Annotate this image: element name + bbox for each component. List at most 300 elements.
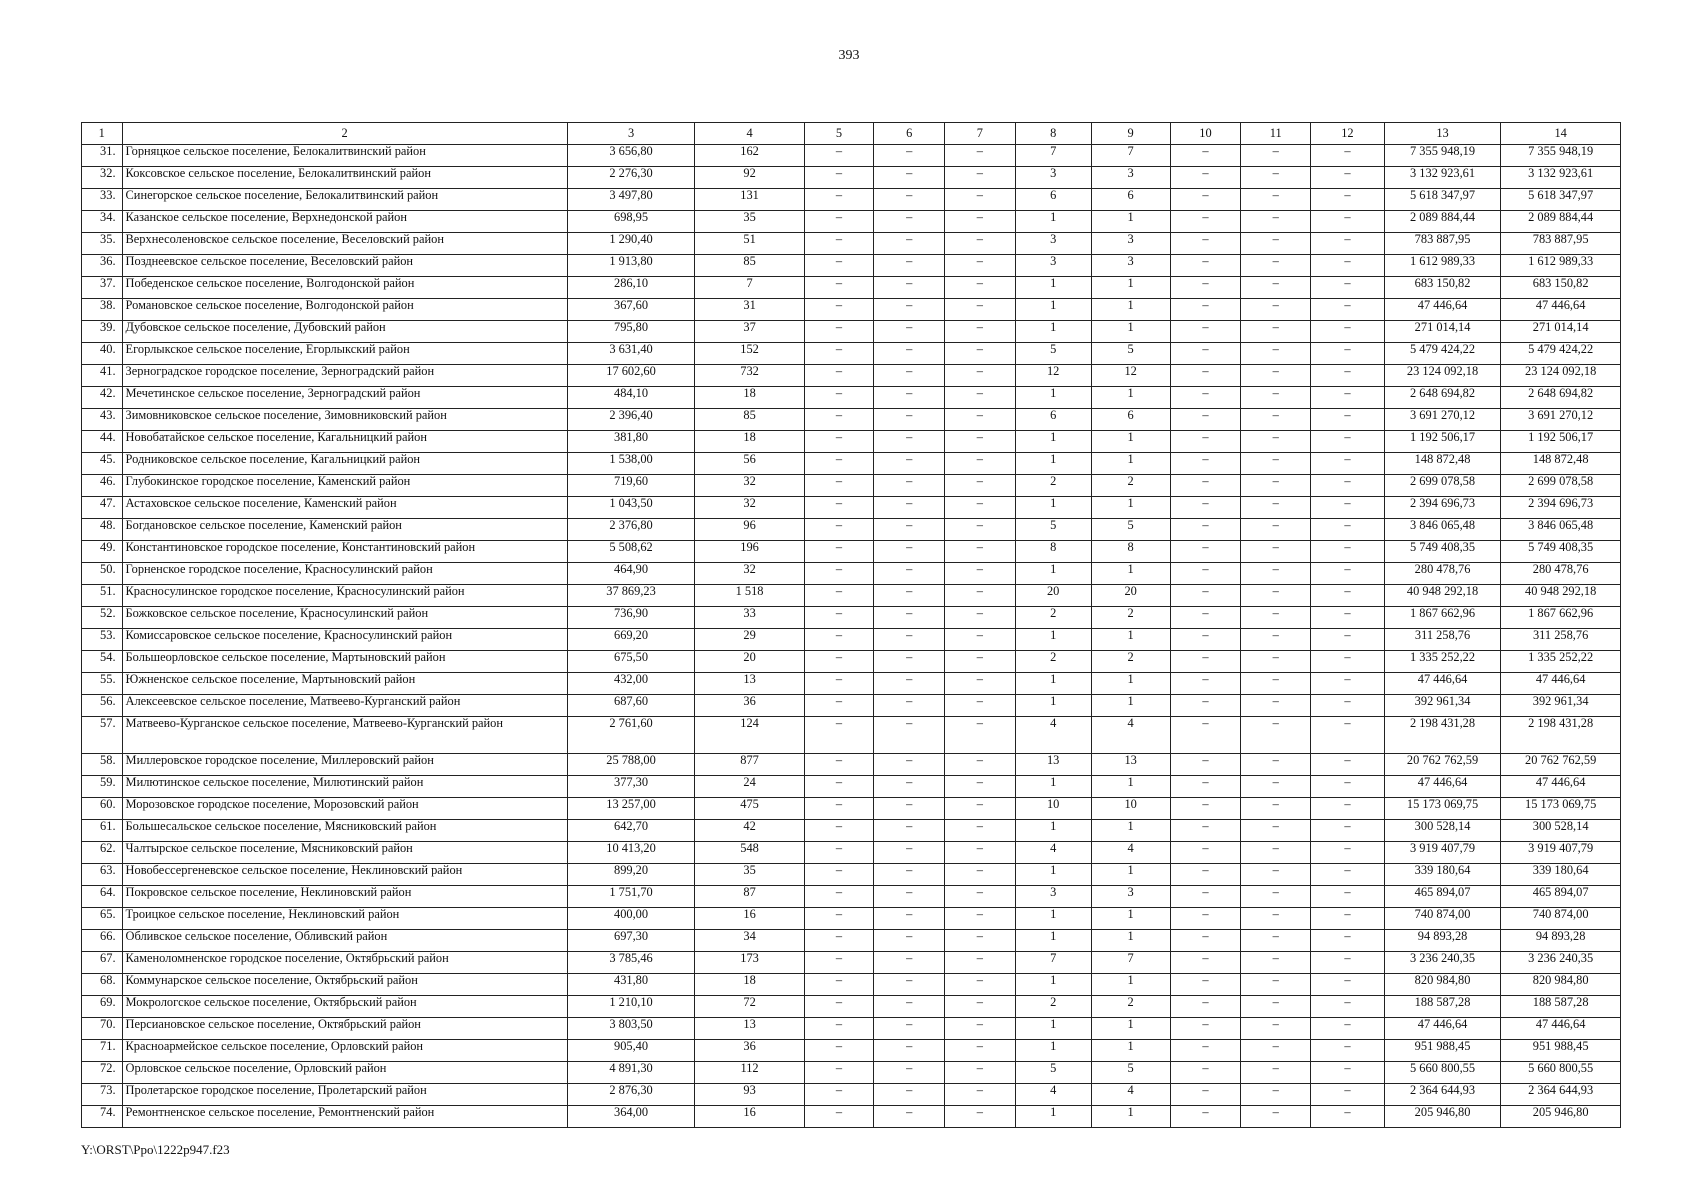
value-cell: 3 846 065,48 (1384, 519, 1500, 541)
value-cell: 35 (695, 864, 804, 886)
value-cell: 6 (1091, 189, 1170, 211)
value-cell: 94 893,28 (1501, 930, 1621, 952)
value-cell: – (1311, 343, 1385, 365)
value-cell: 2 (1015, 475, 1091, 497)
settlement-name-cell: Коммунарское сельское поселение, Октябрьский район (122, 974, 567, 996)
value-cell: – (874, 1106, 945, 1128)
column-header: 9 (1091, 123, 1170, 145)
value-cell: – (945, 563, 1016, 585)
table-row (82, 233, 1621, 255)
value-cell: – (1241, 211, 1311, 233)
value-cell: – (1170, 886, 1241, 908)
value-cell: 2 396,40 (567, 409, 695, 431)
value-cell: 432,00 (567, 673, 695, 695)
value-cell: – (804, 145, 874, 167)
value-cell: 4 891,30 (567, 1062, 695, 1084)
value-cell: 2 376,80 (567, 519, 695, 541)
value-cell: – (1170, 585, 1241, 607)
value-cell: – (1311, 167, 1385, 189)
value-cell: – (804, 798, 874, 820)
value-cell: 18 (695, 974, 804, 996)
value-cell: – (1241, 1062, 1311, 1084)
value-cell: 5 (1091, 519, 1170, 541)
value-cell: 339 180,64 (1384, 864, 1500, 886)
value-cell: – (1311, 475, 1385, 497)
value-cell: 377,30 (567, 776, 695, 798)
settlement-name-cell: Верхнесоленовское сельское поселение, Веселовский район (122, 233, 567, 255)
value-cell: 3 (1091, 886, 1170, 908)
value-cell: 3 (1015, 886, 1091, 908)
value-cell: – (1311, 409, 1385, 431)
column-header: 1 (82, 123, 123, 145)
value-cell: 5 618 347,97 (1384, 189, 1500, 211)
value-cell: – (1170, 908, 1241, 930)
table-row (82, 167, 1621, 189)
value-cell: – (1311, 842, 1385, 864)
row-number-cell: 36. (82, 255, 123, 277)
value-cell: – (1170, 211, 1241, 233)
value-cell: – (874, 607, 945, 629)
value-cell: – (1241, 233, 1311, 255)
value-cell: 36 (695, 695, 804, 717)
value-cell: 6 (1015, 189, 1091, 211)
value-cell: 6 (1091, 409, 1170, 431)
value-cell: 1 (1091, 431, 1170, 453)
value-cell: – (804, 563, 874, 585)
value-cell: – (874, 776, 945, 798)
value-cell: – (1241, 1084, 1311, 1106)
settlement-name-cell: Пролетарское городское поселение, Пролетарский район (122, 1084, 567, 1106)
value-cell: – (804, 277, 874, 299)
value-cell: 188 587,28 (1384, 996, 1500, 1018)
value-cell: 400,00 (567, 908, 695, 930)
row-number-cell: 72. (82, 1062, 123, 1084)
value-cell: – (1241, 717, 1311, 754)
value-cell: 280 478,76 (1384, 563, 1500, 585)
value-cell: – (945, 695, 1016, 717)
value-cell: – (874, 930, 945, 952)
table-row (82, 651, 1621, 673)
value-cell: 669,20 (567, 629, 695, 651)
value-cell: – (804, 167, 874, 189)
value-cell: 2 089 884,44 (1384, 211, 1500, 233)
value-cell: 205 946,80 (1384, 1106, 1500, 1128)
value-cell: 3 (1091, 255, 1170, 277)
value-cell: 5 749 408,35 (1384, 541, 1500, 563)
value-cell: – (945, 629, 1016, 651)
value-cell: – (804, 387, 874, 409)
value-cell: – (1170, 952, 1241, 974)
value-cell: – (1241, 409, 1311, 431)
settlement-name-cell: Алексеевское сельское поселение, Матвеево-Курганский район (122, 695, 567, 717)
row-number-cell: 56. (82, 695, 123, 717)
row-number-cell: 42. (82, 387, 123, 409)
value-cell: 37 869,23 (567, 585, 695, 607)
footer-file-path: Y:\ORST\Ppo\1222p947.f23 (81, 1142, 230, 1157)
value-cell: – (1170, 519, 1241, 541)
value-cell: – (874, 1062, 945, 1084)
value-cell: 381,80 (567, 431, 695, 453)
table-row (82, 908, 1621, 930)
column-header: 4 (695, 123, 804, 145)
value-cell: – (804, 754, 874, 776)
value-cell: 47 446,64 (1501, 776, 1621, 798)
value-cell: 3 691 270,12 (1501, 409, 1621, 431)
table-row (82, 453, 1621, 475)
table-row (82, 277, 1621, 299)
value-cell: 1 (1091, 864, 1170, 886)
row-number-cell: 32. (82, 167, 123, 189)
value-cell: – (874, 717, 945, 754)
value-cell: – (874, 497, 945, 519)
value-cell: 3 919 407,79 (1384, 842, 1500, 864)
value-cell: – (1170, 255, 1241, 277)
value-cell: – (945, 754, 1016, 776)
value-cell: – (874, 629, 945, 651)
value-cell: 2 699 078,58 (1501, 475, 1621, 497)
value-cell: – (874, 541, 945, 563)
value-cell: – (1241, 475, 1311, 497)
value-cell: – (945, 299, 1016, 321)
value-cell: – (874, 842, 945, 864)
value-cell: – (1241, 145, 1311, 167)
value-cell: – (1311, 145, 1385, 167)
value-cell: – (1241, 299, 1311, 321)
value-cell: – (1241, 842, 1311, 864)
value-cell: – (1311, 585, 1385, 607)
value-cell: – (1311, 1084, 1385, 1106)
value-cell: 1 538,00 (567, 453, 695, 475)
value-cell: – (945, 974, 1016, 996)
value-cell: – (1241, 930, 1311, 952)
row-number-cell: 49. (82, 541, 123, 563)
row-number-cell: 64. (82, 886, 123, 908)
value-cell: 13 257,00 (567, 798, 695, 820)
value-cell: – (874, 1018, 945, 1040)
row-number-cell: 63. (82, 864, 123, 886)
value-cell: 23 124 092,18 (1384, 365, 1500, 387)
value-cell: – (945, 321, 1016, 343)
row-number-cell: 74. (82, 1106, 123, 1128)
value-cell: 37 (695, 321, 804, 343)
value-cell: – (1170, 1018, 1241, 1040)
value-cell: 148 872,48 (1384, 453, 1500, 475)
column-header: 13 (1384, 123, 1500, 145)
value-cell: 1 518 (695, 585, 804, 607)
value-cell: 47 446,64 (1384, 673, 1500, 695)
value-cell: 7 (1015, 952, 1091, 974)
row-number-cell: 52. (82, 607, 123, 629)
value-cell: – (804, 864, 874, 886)
value-cell: – (1311, 277, 1385, 299)
value-cell: 286,10 (567, 277, 695, 299)
value-cell: – (804, 1018, 874, 1040)
value-cell: – (874, 563, 945, 585)
value-cell: 1 192 506,17 (1384, 431, 1500, 453)
value-cell: 5 479 424,22 (1384, 343, 1500, 365)
value-cell: 47 446,64 (1384, 776, 1500, 798)
row-number-cell: 61. (82, 820, 123, 842)
value-cell: 1 (1091, 387, 1170, 409)
value-cell: – (1170, 453, 1241, 475)
value-cell: 1 (1015, 563, 1091, 585)
value-cell: – (1241, 820, 1311, 842)
value-cell: – (804, 629, 874, 651)
value-cell: – (1311, 974, 1385, 996)
row-number-cell: 46. (82, 475, 123, 497)
value-cell: – (804, 695, 874, 717)
value-cell: 3 497,80 (567, 189, 695, 211)
value-cell: 2 648 694,82 (1384, 387, 1500, 409)
value-cell: 20 (1015, 585, 1091, 607)
value-cell: 18 (695, 431, 804, 453)
value-cell: 1 612 989,33 (1384, 255, 1500, 277)
value-cell: – (804, 930, 874, 952)
value-cell: 47 446,64 (1384, 299, 1500, 321)
settlement-name-cell: Горненское городское поселение, Красносулинский район (122, 563, 567, 585)
settlement-name-cell: Дубовское сельское поселение, Дубовский район (122, 321, 567, 343)
value-cell: 367,60 (567, 299, 695, 321)
value-cell: – (1170, 651, 1241, 673)
row-number-cell: 53. (82, 629, 123, 651)
column-header: 2 (122, 123, 567, 145)
value-cell: – (804, 343, 874, 365)
value-cell: – (1241, 607, 1311, 629)
value-cell: – (1241, 651, 1311, 673)
settlement-name-cell: Зерноградское городское поселение, Зерноградский район (122, 365, 567, 387)
value-cell: 2 364 644,93 (1501, 1084, 1621, 1106)
value-cell: – (1241, 497, 1311, 519)
value-cell: – (1311, 299, 1385, 321)
value-cell: 698,95 (567, 211, 695, 233)
value-cell: 152 (695, 343, 804, 365)
table-row (82, 1084, 1621, 1106)
value-cell: – (945, 1018, 1016, 1040)
table-row (82, 886, 1621, 908)
value-cell: 1 043,50 (567, 497, 695, 519)
value-cell: 94 893,28 (1384, 930, 1500, 952)
value-cell: – (804, 820, 874, 842)
value-cell: – (945, 1062, 1016, 1084)
table-row (82, 431, 1621, 453)
table-row (82, 189, 1621, 211)
value-cell: – (874, 974, 945, 996)
value-cell: – (1170, 607, 1241, 629)
row-number-cell: 34. (82, 211, 123, 233)
table-row (82, 820, 1621, 842)
value-cell: – (804, 996, 874, 1018)
value-cell: 47 446,64 (1384, 1018, 1500, 1040)
value-cell: 2 (1091, 607, 1170, 629)
value-cell: – (945, 167, 1016, 189)
settlement-name-cell: Зимовниковское сельское поселение, Зимовниковский район (122, 409, 567, 431)
value-cell: – (874, 255, 945, 277)
value-cell: 2 394 696,73 (1501, 497, 1621, 519)
value-cell: 162 (695, 145, 804, 167)
row-number-cell: 66. (82, 930, 123, 952)
value-cell: – (945, 453, 1016, 475)
value-cell: – (804, 1084, 874, 1106)
value-cell: – (1311, 886, 1385, 908)
value-cell: – (804, 673, 874, 695)
table-row (82, 673, 1621, 695)
value-cell: 7 (1091, 145, 1170, 167)
value-cell: – (1241, 864, 1311, 886)
value-cell: 1 (1091, 974, 1170, 996)
value-cell: – (945, 1040, 1016, 1062)
value-cell: – (874, 1084, 945, 1106)
value-cell: – (1241, 387, 1311, 409)
value-cell: – (874, 754, 945, 776)
value-cell: 1 (1091, 1040, 1170, 1062)
value-cell: – (804, 453, 874, 475)
column-header: 7 (945, 123, 1016, 145)
value-cell: 7 (695, 277, 804, 299)
value-cell: – (1170, 996, 1241, 1018)
table-row (82, 255, 1621, 277)
table-row (82, 864, 1621, 886)
table-row (82, 365, 1621, 387)
value-cell: – (945, 233, 1016, 255)
value-cell: – (804, 585, 874, 607)
value-cell: 3 132 923,61 (1384, 167, 1500, 189)
value-cell: 3 656,80 (567, 145, 695, 167)
value-cell: 1 335 252,22 (1384, 651, 1500, 673)
value-cell: 311 258,76 (1501, 629, 1621, 651)
value-cell: 10 (1091, 798, 1170, 820)
value-cell: – (874, 365, 945, 387)
value-cell: – (1170, 1106, 1241, 1128)
settlement-name-cell: Егорлыкское сельское поселение, Егорлыкский район (122, 343, 567, 365)
settlement-name-cell: Обливское сельское поселение, Обливский район (122, 930, 567, 952)
table-row (82, 952, 1621, 974)
table-row (82, 776, 1621, 798)
settlement-name-cell: Мокрологское сельское поселение, Октябрьский район (122, 996, 567, 1018)
value-cell: – (945, 277, 1016, 299)
table-row (82, 1040, 1621, 1062)
settlement-name-cell: Чалтырское сельское поселение, Мясниковский район (122, 842, 567, 864)
table-row (82, 842, 1621, 864)
value-cell: 683 150,82 (1384, 277, 1500, 299)
value-cell: 124 (695, 717, 804, 754)
value-cell: 1 612 989,33 (1501, 255, 1621, 277)
value-cell: 687,60 (567, 695, 695, 717)
value-cell: 1 (1015, 673, 1091, 695)
value-cell: 40 948 292,18 (1384, 585, 1500, 607)
value-cell: 1 (1091, 497, 1170, 519)
value-cell: 4 (1091, 717, 1170, 754)
value-cell: 1 (1015, 387, 1091, 409)
value-cell: – (1170, 864, 1241, 886)
table-row (82, 541, 1621, 563)
value-cell: 5 508,62 (567, 541, 695, 563)
column-header: 10 (1170, 123, 1241, 145)
settlement-name-cell: Глубокинское городское поселение, Каменский район (122, 475, 567, 497)
value-cell: – (1241, 563, 1311, 585)
value-cell: – (804, 497, 874, 519)
column-header: 14 (1501, 123, 1621, 145)
value-cell: 85 (695, 255, 804, 277)
table-row (82, 145, 1621, 167)
value-cell: – (804, 717, 874, 754)
value-cell: – (945, 908, 1016, 930)
value-cell: – (1311, 629, 1385, 651)
value-cell: 431,80 (567, 974, 695, 996)
value-cell: 13 (695, 1018, 804, 1040)
table-row (82, 211, 1621, 233)
settlement-name-cell: Красносулинское городское поселение, Красносулинский район (122, 585, 567, 607)
column-header: 3 (567, 123, 695, 145)
value-cell: 31 (695, 299, 804, 321)
settlement-name-cell: Новобатайское сельское поселение, Кагальницкий район (122, 431, 567, 453)
value-cell: 1 (1015, 820, 1091, 842)
value-cell: 5 660 800,55 (1384, 1062, 1500, 1084)
value-cell: – (804, 842, 874, 864)
value-cell: 34 (695, 930, 804, 952)
value-cell: – (945, 842, 1016, 864)
value-cell: – (945, 541, 1016, 563)
settlement-name-cell: Троицкое сельское поселение, Неклиновский район (122, 908, 567, 930)
value-cell: – (874, 1040, 945, 1062)
value-cell: 20 762 762,59 (1384, 754, 1500, 776)
value-cell: 5 (1015, 1062, 1091, 1084)
value-cell: – (1241, 754, 1311, 776)
header-row (82, 123, 1621, 145)
value-cell: 29 (695, 629, 804, 651)
settlement-name-cell: Богдановское сельское поселение, Каменский район (122, 519, 567, 541)
value-cell: – (945, 776, 1016, 798)
settlement-name-cell: Константиновское городское поселение, Константиновский район (122, 541, 567, 563)
value-cell: 783 887,95 (1501, 233, 1621, 255)
value-cell: 1 (1015, 299, 1091, 321)
table-body (82, 145, 1621, 1128)
value-cell: 1 (1091, 563, 1170, 585)
value-cell: – (1311, 798, 1385, 820)
value-cell: – (1241, 255, 1311, 277)
value-cell: – (804, 321, 874, 343)
value-cell: – (945, 519, 1016, 541)
value-cell: – (1170, 820, 1241, 842)
settlement-name-cell: Матвеево-Курганское сельское поселение, Матвеево-Курганский район (122, 717, 567, 754)
settlement-name-cell: Большеорловское сельское поселение, Мартыновский район (122, 651, 567, 673)
value-cell: – (1170, 299, 1241, 321)
value-cell: 173 (695, 952, 804, 974)
row-number-cell: 40. (82, 343, 123, 365)
value-cell: 40 948 292,18 (1501, 585, 1621, 607)
settlement-name-cell: Каменоломненское городское поселение, Октябрьский район (122, 952, 567, 974)
value-cell: – (1170, 930, 1241, 952)
value-cell: – (1311, 541, 1385, 563)
value-cell: – (1170, 189, 1241, 211)
value-cell: 3 (1091, 167, 1170, 189)
value-cell: – (1311, 1106, 1385, 1128)
row-number-cell: 38. (82, 299, 123, 321)
value-cell: 7 355 948,19 (1384, 145, 1500, 167)
value-cell: – (1241, 365, 1311, 387)
settlement-name-cell: Покровское сельское поселение, Неклиновский район (122, 886, 567, 908)
value-cell: – (1241, 585, 1311, 607)
table-row (82, 299, 1621, 321)
table-row (82, 996, 1621, 1018)
value-cell: – (1241, 453, 1311, 475)
value-cell: 548 (695, 842, 804, 864)
value-cell: – (1311, 387, 1385, 409)
value-cell: – (804, 189, 874, 211)
value-cell: 1 913,80 (567, 255, 695, 277)
settlement-name-cell: Романовское сельское поселение, Волгодонской район (122, 299, 567, 321)
settlement-name-cell: Коксовское сельское поселение, Белокалитвинский район (122, 167, 567, 189)
value-cell: – (945, 211, 1016, 233)
